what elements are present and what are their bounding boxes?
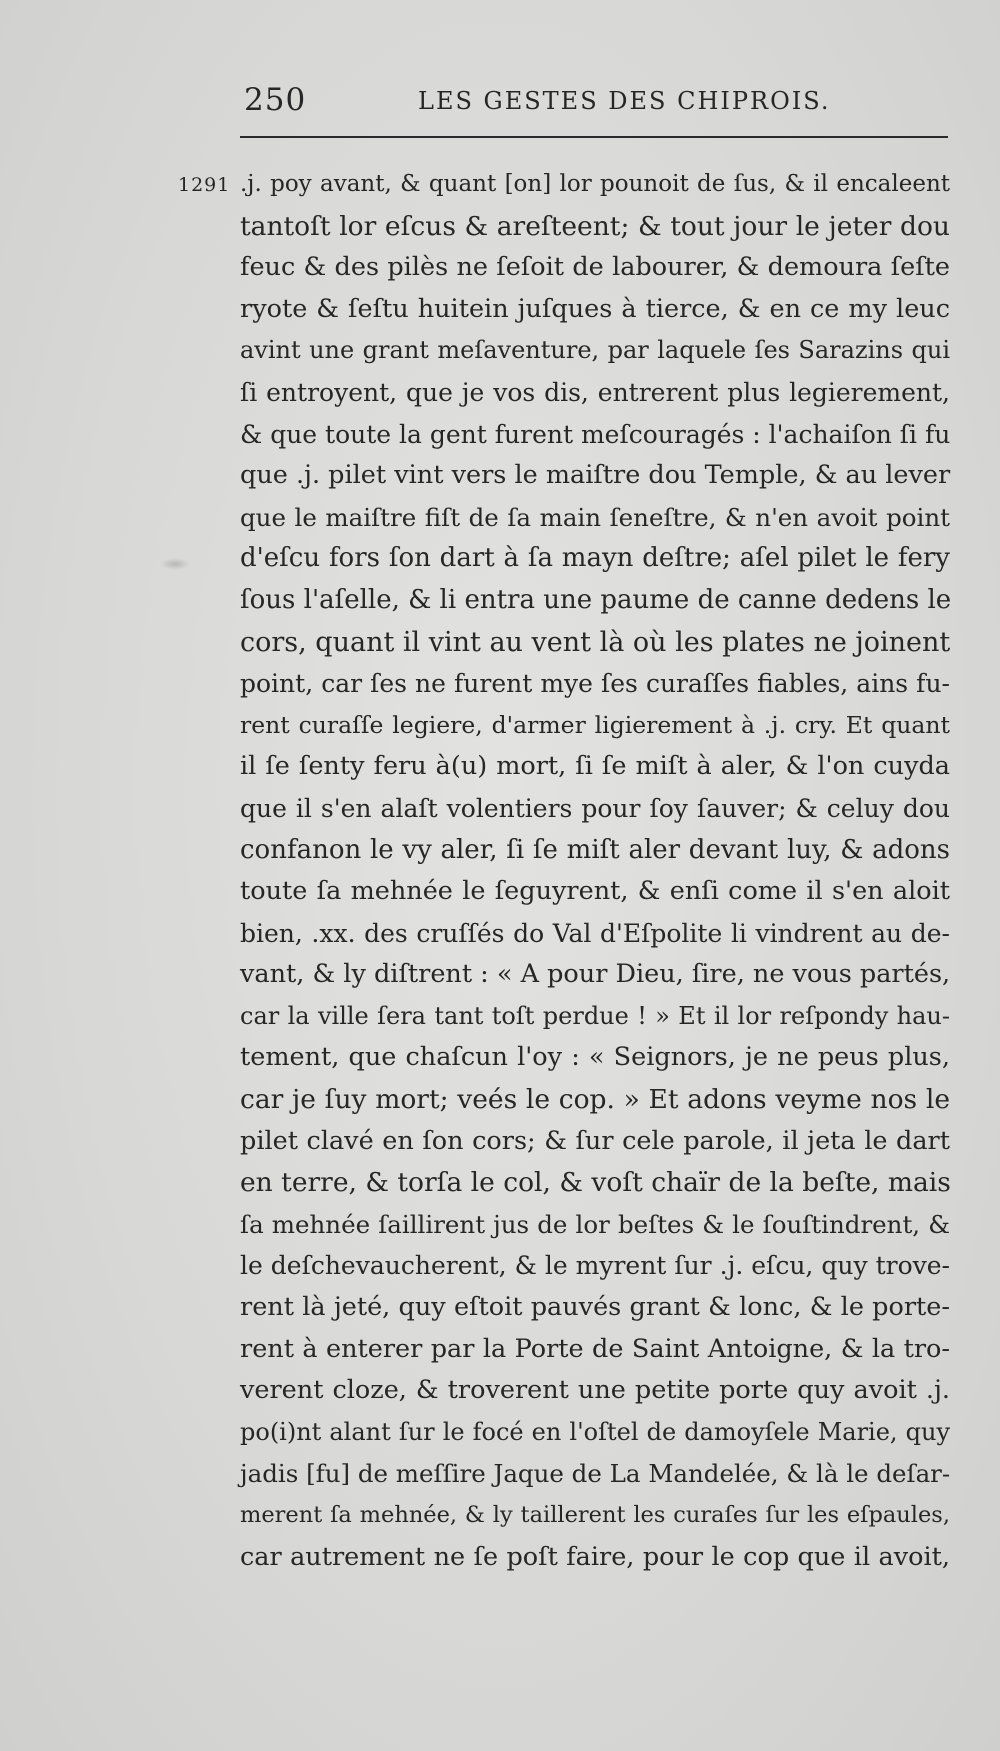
text-line: car je ſuy mort; veés le cop. » Et adons veyme nos le	[240, 1084, 950, 1116]
text-line: tement, que chaſcun l'oy : « Seignors, je ne peus plus,	[240, 1042, 950, 1073]
text-line: confanon le vy aler, ſi ſe miſt aler devant luy, & adons	[240, 834, 950, 865]
text-line: verent cloze, & troverent une petite porte quy avoit .j.	[240, 1375, 950, 1406]
text-line: le deſchevaucherent, & le myrent ſur .j. eſcu, quy trove-	[240, 1251, 950, 1281]
text-line: rent à enterer par la Porte de Saint Antoigne, & la tro-	[240, 1333, 950, 1364]
running-head	[240, 82, 948, 122]
text-line: rent là jeté, quy eſtoit pauvés grant & lonc, & le porte-	[240, 1292, 950, 1323]
text-line: car autrement ne ſe poſt faire, pour le cop que il avoit,	[240, 1541, 950, 1572]
text-line: que .j. pilet vint vers le maiſtre dou Temple, & au lever	[240, 460, 951, 491]
text-line: ſous l'aſelle, & li entra une paume de canne dedens le	[240, 584, 952, 615]
body-text	[240, 164, 950, 1578]
text-line: avint une grant meſaventure, par laquele ſes Sarazins qui	[240, 336, 950, 365]
text-line: ſa mehnée ſaillirent jus de lor beſtes & le ſouſtindrent, &	[240, 1209, 950, 1239]
text-line: po(i)nt alant ſur le focé en l'oſtel de damoyſele Marie, quy	[240, 1417, 950, 1446]
text-line: d'eſcu fors ſon dart à ſa mayn deſtre; aſel pilet le fery	[240, 543, 950, 574]
margin-year: 1291	[178, 174, 231, 196]
text-line: en terre, & torſa le col, & voſt chaïr de la beſte, mais	[240, 1167, 951, 1199]
text-line: bien, .xx. des cruſſés do Val d'Eſpolite li vindrent au de-	[240, 918, 950, 948]
running-title: LES GESTES DES CHIPROIS.	[418, 87, 831, 115]
text-line: merent ſa mehnée, & ly taillerent les curaſes ſur les eſpaules,	[240, 1502, 950, 1528]
text-line: vant, & ly diſtrent : « A pour Dieu, ſire, ne vous partés,	[240, 959, 951, 990]
text-line: jadis [fu] de meſſire Jaque de La Mandelée, & là le deſar-	[240, 1459, 951, 1489]
text-line: que il s'en alaſt volentiers pour ſoy ſauver; & celuy dou	[240, 793, 950, 823]
text-line: cors, quant il vint au vent là où les plates ne joinent	[240, 626, 951, 658]
text-line: toute ſa mehnée le ſeguyrent, & enſi come il s'en aloit	[240, 876, 950, 907]
text-line: tantoſt lor eſcus & areſteent; & tout jour le jeter dou	[240, 210, 950, 242]
text-line: ryote & ſeſtu huitein juſques à tierce, & en ce my leuc	[240, 293, 950, 324]
header-rule	[240, 136, 948, 138]
text-line: point, car ſes ne furent mye ſes curaſſes fiables, ains fu-	[240, 669, 950, 699]
text-line: il ſe ſenty feru à(u) mort, ſi ſe miſt à aler, & l'on cuyda	[240, 751, 950, 782]
text-line: rent curaſſe legiere, d'armer ligierement à .j. cry. Et quant	[240, 710, 950, 739]
text-line: feuc & des pilès ne ſeſoit de labourer, & demoura ſeſte	[240, 252, 950, 283]
text-line: .j. poy avant, & quant [on] lor pounoit de ſus, & il encaleent	[240, 171, 950, 197]
text-line: que le maiſtre fiſt de ſa main ſeneſtre, & n'en avoit point	[240, 502, 950, 532]
text-line: car la ville ſera tant toſt perdue ! » Et il lor reſpondy hau-	[240, 1001, 950, 1030]
text-line: ſi entroyent, que je vos dis, entrerent plus legierement,	[240, 377, 950, 407]
paper-speck	[160, 558, 190, 570]
text-line: pilet clavé en ſon cors; & ſur cele parole, il jeta le dart	[240, 1125, 950, 1156]
page-number: 250	[244, 82, 307, 118]
text-line: & que toute la gent furent meſcouragés : l'achaiſon ſi fu	[240, 419, 951, 449]
